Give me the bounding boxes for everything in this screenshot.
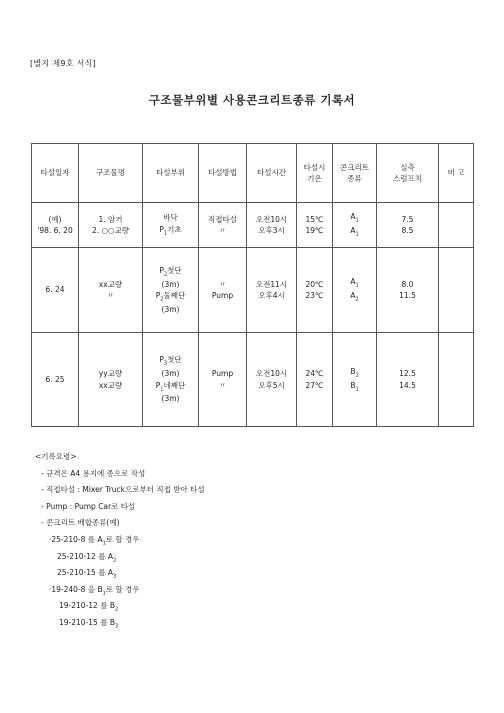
guideline-line: ·25-210-8 를 $A_1$로 할 경우 — [49, 535, 140, 547]
cell-line: (3m) — [161, 394, 180, 404]
cell-line: $P_2$첫단 — [159, 265, 182, 278]
guideline-line: - 콘크리트 배합종류(예) — [41, 518, 120, 528]
guideline-line: 25-210-12 를 $A_2$ — [57, 551, 117, 564]
cell-date — [32, 203, 79, 248]
cell-line: 11.5 — [399, 291, 416, 300]
cell-line: $A_1$ — [350, 212, 359, 224]
cell-remark — [439, 248, 474, 333]
cell-line: 타설부위 — [156, 168, 185, 178]
header-structure — [79, 144, 143, 203]
cell-structure — [79, 248, 143, 333]
table-header-row — [32, 144, 474, 203]
cell-line: 〃 — [106, 291, 115, 300]
cell-line: 24℃ — [305, 369, 324, 379]
cell-line: 19℃ — [305, 226, 324, 235]
cell-part — [143, 333, 199, 427]
cell-line: 콘크리트 — [340, 162, 369, 172]
cell-line: 구조물명 — [96, 168, 125, 178]
cell-structure — [79, 333, 143, 427]
cell-concrete-type — [333, 333, 377, 427]
cell-line: 1. 암거 — [98, 214, 123, 224]
cell-line: 8.5 — [401, 226, 414, 235]
cell-line: 종류 — [347, 174, 362, 183]
cell-line: 비 고 — [447, 168, 465, 178]
header-slump — [377, 144, 439, 203]
table-row — [32, 333, 474, 427]
header-method — [199, 144, 247, 203]
header-part — [143, 144, 199, 203]
cell-line: Pump — [211, 369, 234, 379]
cell-line: 타설시간 — [257, 168, 286, 178]
cell-line: 14.5 — [399, 380, 416, 390]
cell-line: 기온 — [307, 174, 322, 183]
cell-date — [32, 248, 79, 333]
cell-method — [199, 248, 247, 333]
cell-temperature — [297, 248, 333, 333]
cell-line: 바닥 — [163, 213, 178, 223]
cell-line: 오후3시 — [258, 226, 285, 235]
cell-line: 타설방법 — [208, 168, 237, 178]
cell-line: 27℃ — [305, 380, 324, 390]
cell-temperature — [297, 333, 333, 427]
cell-line: (3m) — [161, 369, 180, 379]
guideline-line: - Pump : Pump Car로 타설 — [41, 501, 136, 511]
cell-line: 6. 25 — [45, 374, 65, 384]
cell-line: 23℃ — [305, 291, 324, 300]
cell-line: 7.5 — [401, 214, 414, 224]
document-title: 구조물부위별 사용콘크리트종류 기록서 — [148, 93, 356, 107]
cell-line: 20℃ — [305, 279, 324, 289]
cell-line: 오전10시 — [255, 214, 288, 224]
cell-line: (3m) — [161, 279, 180, 289]
cell-line: $A_1$ — [350, 226, 359, 238]
table-row — [32, 248, 474, 333]
cell-part — [143, 203, 199, 248]
cell-line: 오전10시 — [255, 369, 288, 379]
cell-concrete-type — [333, 203, 377, 248]
cell-slump — [377, 333, 439, 427]
guideline-line: 19-210-12 를 $B_2$ — [59, 601, 119, 613]
cell-line: 오후5시 — [258, 380, 285, 390]
cell-line: xx교량 — [98, 380, 123, 390]
cell-line: (예) — [48, 214, 62, 224]
cell-line: 스럼프치 — [393, 174, 422, 183]
cell-line: 12.5 — [399, 369, 416, 379]
cell-line: $A_1$ — [350, 277, 359, 289]
guideline-line: - 규격은 A4 용지에 종으로 작성 — [41, 468, 146, 478]
cell-line: (3m) — [161, 304, 180, 314]
cell-time — [247, 203, 297, 248]
cell-line: 〃 — [218, 226, 227, 235]
header-concrete-type — [333, 144, 377, 203]
cell-line: 실측 — [400, 162, 415, 172]
cell-line: $A_2$ — [350, 291, 359, 303]
cell-time — [247, 248, 297, 333]
header-remark — [439, 144, 474, 203]
cell-line: $P_3$첫단 — [159, 355, 182, 367]
cell-line: $P_1$네째단 — [155, 380, 186, 392]
cell-time — [247, 333, 297, 427]
cell-line: xx교량 — [98, 279, 123, 289]
cell-slump — [377, 248, 439, 333]
form-label: [별지 제9호 서식] — [30, 59, 97, 68]
concrete-record-table — [31, 143, 474, 427]
cell-line: 오전11시 — [255, 279, 288, 289]
cell-line: 타설일자 — [40, 168, 70, 178]
cell-line: yy교량 — [98, 369, 123, 379]
guideline-line: - 직접타설 : Mixer Truck으로부터 직접 받아 타설 — [41, 485, 205, 495]
cell-line: $B_1$ — [350, 366, 359, 379]
cell-structure — [79, 203, 143, 248]
guideline-line: ·19-240-8 을 $B_1$로 할 경우 — [49, 584, 140, 597]
cell-line: 〃 — [218, 279, 227, 289]
cell-line: 오후4시 — [258, 291, 285, 300]
header-time — [247, 144, 297, 203]
header-date — [32, 144, 79, 203]
guideline-line: <기록요령> — [35, 452, 77, 461]
cell-line: $B_1$ — [350, 380, 359, 392]
cell-concrete-type — [333, 248, 377, 333]
cell-line: 직접타설 — [208, 214, 237, 224]
cell-date — [32, 333, 79, 427]
cell-line: $P_2$둘째단 — [155, 291, 186, 303]
cell-method — [199, 333, 247, 427]
cell-line: 〃 — [218, 380, 227, 390]
cell-line: $P_1$기초 — [159, 224, 182, 237]
guideline-line: 19-210-15 를 $B_3$ — [59, 618, 119, 630]
cell-line: '98. 6. 20 — [37, 226, 73, 235]
cell-line: 6. 24 — [45, 285, 65, 295]
cell-remark — [439, 203, 474, 248]
cell-part — [143, 248, 199, 333]
cell-line: 15℃ — [305, 214, 324, 224]
cell-method — [199, 203, 247, 248]
cell-line: 타설시 — [303, 162, 326, 172]
cell-line: Pump — [211, 291, 234, 300]
cell-line: 2. ○○교량 — [91, 226, 130, 235]
guideline-line: 25-210-15 를 $A_3$ — [57, 568, 117, 580]
cell-slump — [377, 203, 439, 248]
cell-remark — [439, 333, 474, 427]
cell-temperature — [297, 203, 333, 248]
header-temperature — [297, 144, 333, 203]
table-row — [32, 203, 474, 248]
cell-line: 8.0 — [401, 279, 414, 289]
